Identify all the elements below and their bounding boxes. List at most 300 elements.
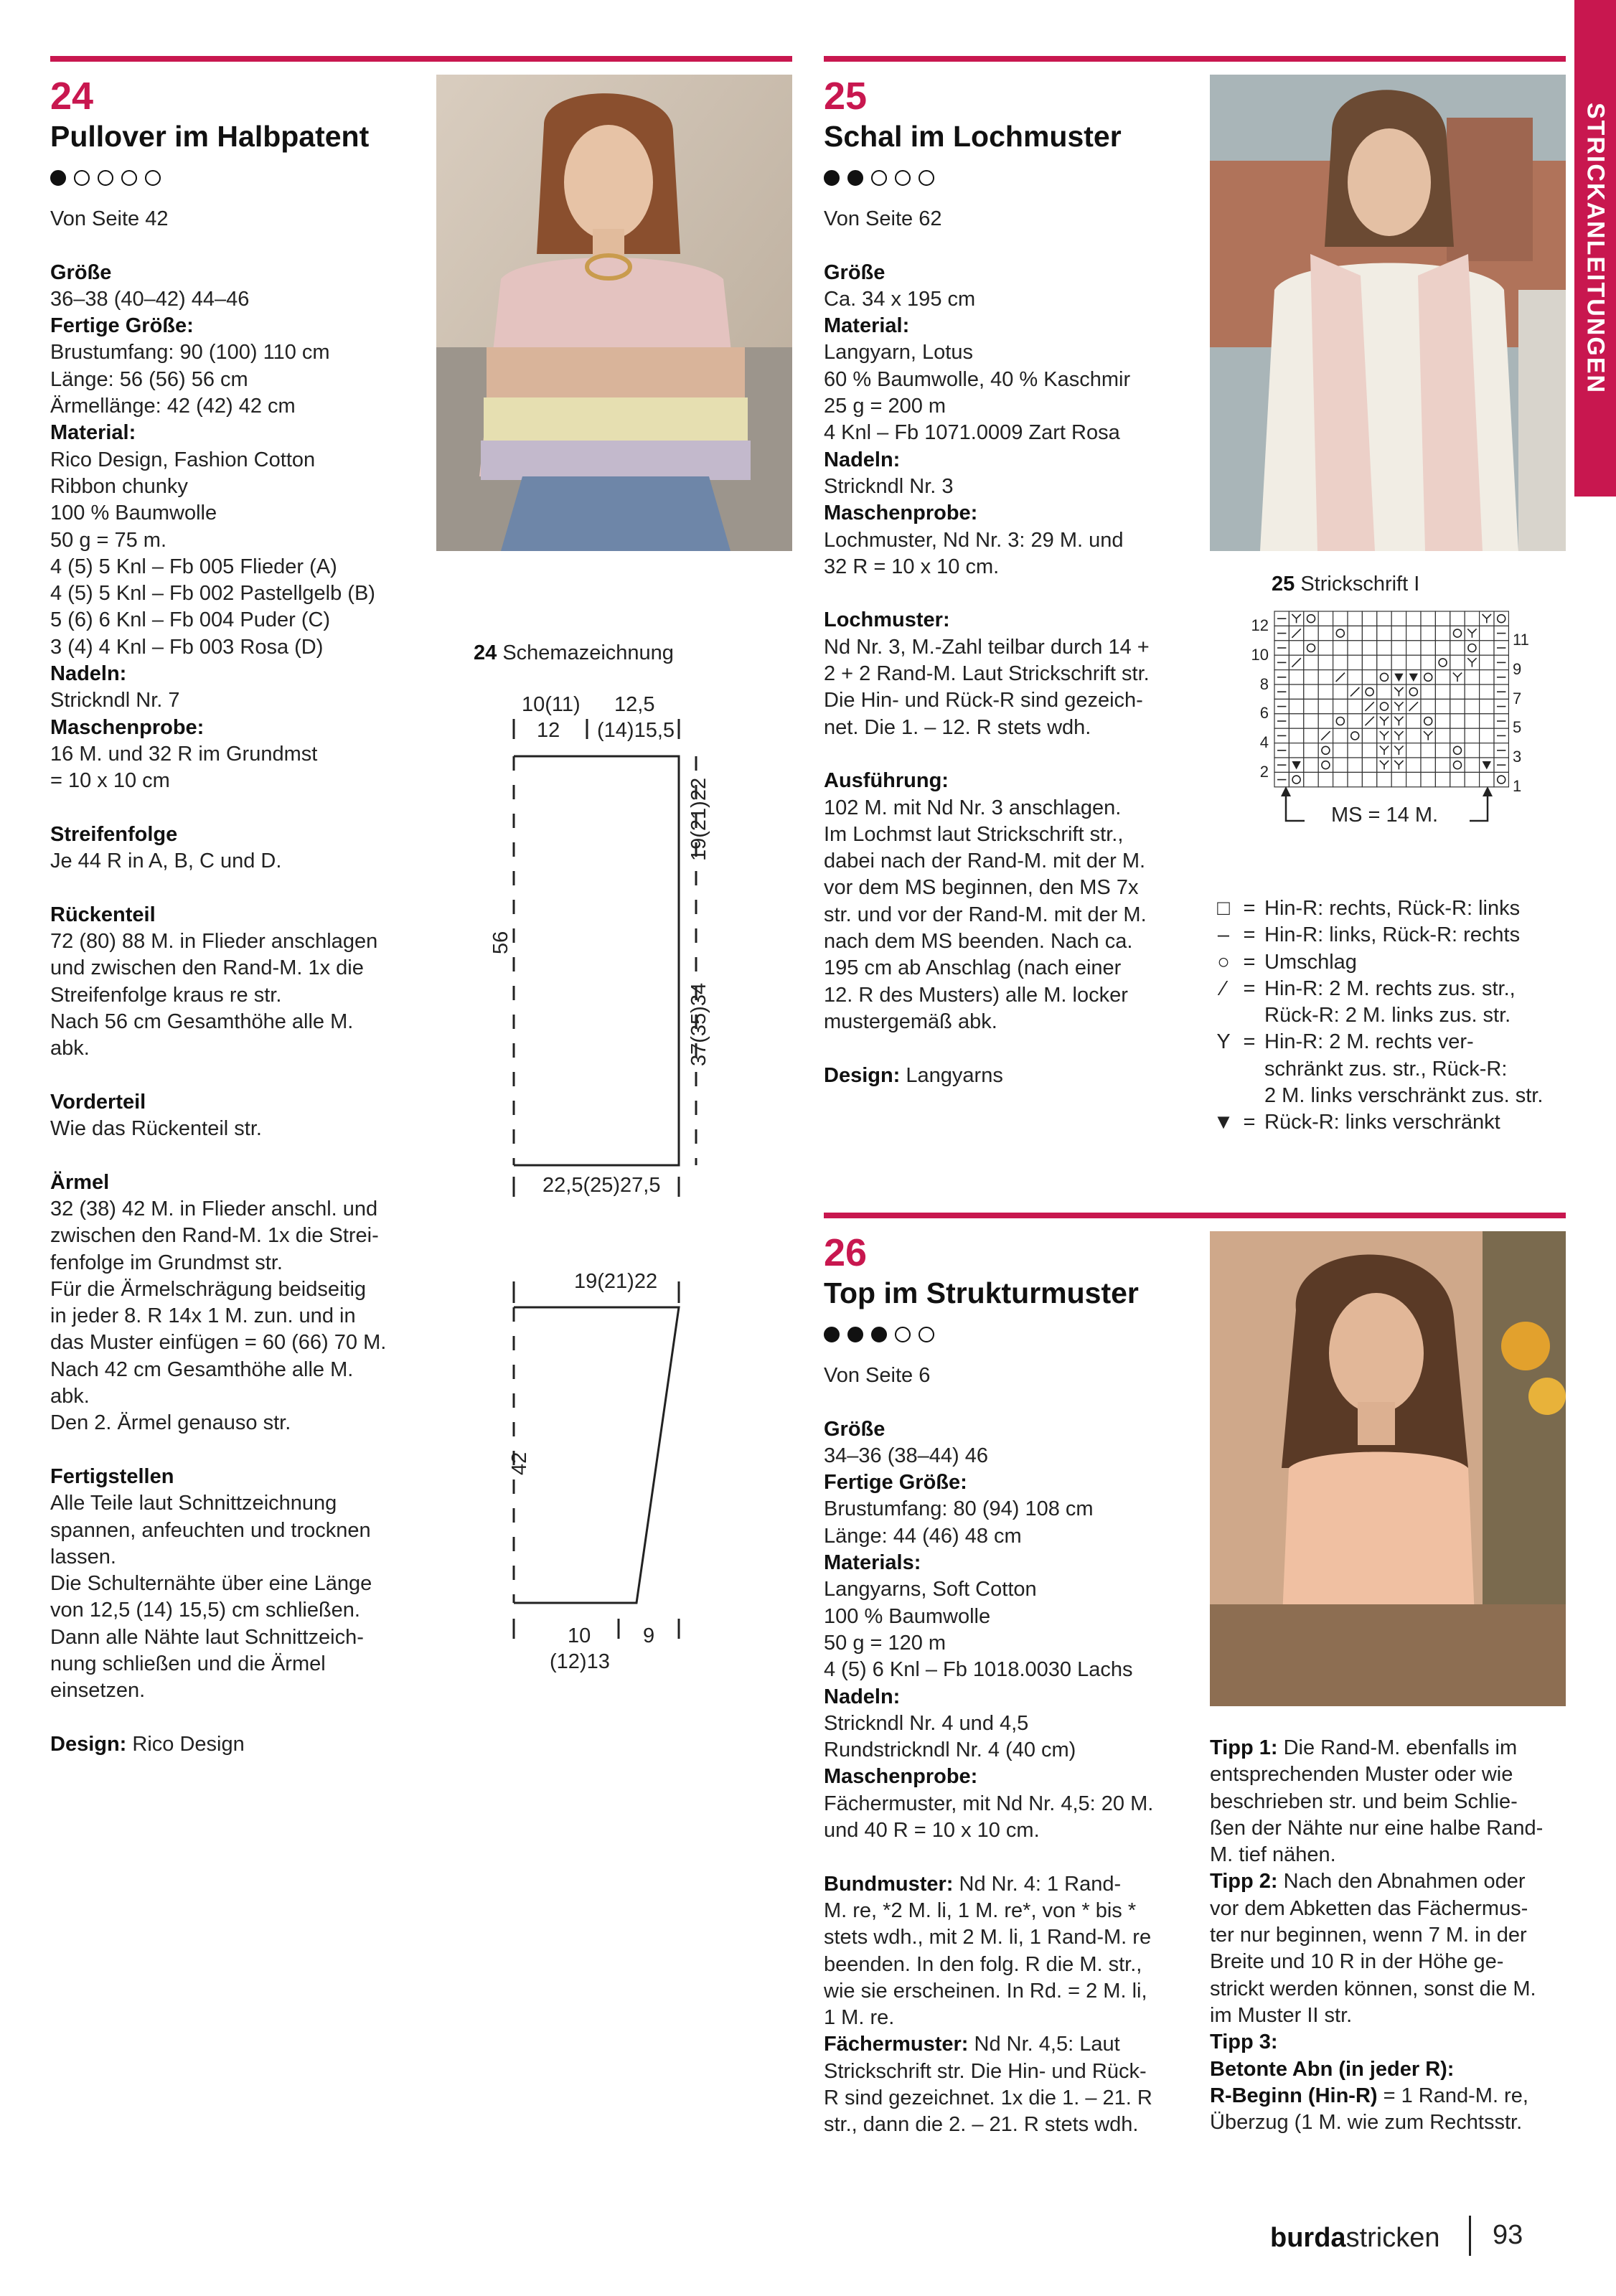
chart-cell (1465, 670, 1479, 684)
text-line: 4 (5) 5 Knl – Fb 005 Flieder (A) (50, 555, 337, 578)
chart-cell (1348, 714, 1362, 728)
chart-cell (1318, 626, 1333, 640)
legend-symbol-icon: ○ (1217, 950, 1230, 974)
chart-cell (1318, 714, 1333, 728)
chart-cell (1348, 641, 1362, 655)
text-line: strickt werden können, sonst die M. (1210, 1977, 1536, 2000)
empty-dot-icon (121, 170, 137, 186)
heading: R-Beginn (Hin-R) (1210, 2084, 1378, 2107)
text-line: mustergemäß abk. (824, 1010, 997, 1033)
text-line: Strickndl Nr. 7 (50, 689, 180, 712)
text-line: 2 + 2 Rand-M. Laut Strickschrift str. (824, 662, 1150, 686)
legend-symbol-icon: ⁄ (1221, 977, 1226, 1000)
text-line: Langyarns, Soft Cotton (824, 1578, 1037, 1601)
chart-cell (1465, 743, 1479, 758)
dim-label: (12)13 (550, 1650, 610, 1673)
section-tab (1574, 0, 1616, 497)
legend-item (1213, 895, 1543, 922)
legend-symbol-icon: □ (1217, 897, 1230, 920)
pattern-25-text (824, 206, 1197, 1089)
row-label: 2 (1259, 762, 1269, 781)
heading: Materials: (824, 1551, 921, 1575)
filled-dot-icon (824, 170, 840, 186)
size: Ca. 34 x 195 cm (824, 287, 976, 311)
legend-item (1213, 976, 1543, 1030)
text-line: vor dem MS beginnen, den MS 7x (824, 876, 1139, 900)
text-line: Breite und 10 R in der Höhe ge- (1210, 1950, 1504, 1974)
row-label: 5 (1513, 718, 1522, 737)
chart-cell (1480, 655, 1494, 669)
heading: Betonte Abn (in jeder R): (1210, 2057, 1455, 2081)
chart-cell (1377, 655, 1391, 669)
chart-cell (1318, 641, 1333, 655)
legend-text: Hin-R: 2 M. rechts zus. str., Rück-R: 2 M. links zus. str. (1264, 977, 1516, 1027)
top-photo (1210, 1231, 1566, 1706)
text-line: M. re, *2 M. li, 1 M. re*, von * bis * (824, 1899, 1137, 1922)
legend-item (1213, 922, 1543, 949)
text-line: Alle Teile laut Schnittzeichnung (50, 1492, 337, 1515)
dim-label: (14)15,5 (597, 719, 675, 742)
filled-dot-icon (824, 1327, 840, 1342)
text-line: Nach 56 cm Gesamthöhe alle M. (50, 1010, 354, 1033)
empty-dot-icon (871, 170, 887, 186)
section-rule-25 (824, 56, 1566, 62)
dim-label: 19(21)22 (687, 777, 710, 861)
chart-cell (1318, 772, 1333, 786)
size: 36–38 (40–42) 44–46 (50, 287, 250, 311)
dim-label: 12 (537, 719, 560, 742)
chart-cell (1377, 772, 1391, 786)
chart-cell (1289, 684, 1303, 699)
chart-cell (1318, 670, 1333, 684)
filled-dot-icon (847, 1327, 863, 1342)
text-line: wie sie erscheinen. In Rd. = 2 M. li, (824, 1979, 1147, 2003)
chart-row-labels-right (1513, 626, 1534, 801)
chart-cell (1435, 743, 1450, 758)
chart-cell (1289, 728, 1303, 743)
section-rule-24 (50, 56, 792, 62)
heading: Nadeln: (824, 1685, 901, 1708)
pattern-number: 26 (824, 1231, 868, 1274)
chart-cell (1333, 641, 1348, 655)
dim-label: 10(11) (522, 693, 581, 716)
heading: Tipp 1: (1210, 1736, 1278, 1759)
text-line: beenden. In den folg. R die M. str., (824, 1952, 1142, 1976)
text-line: Streifenfolge kraus re str. (50, 983, 282, 1007)
chart-cell (1348, 743, 1362, 758)
chart-cell (1450, 758, 1465, 772)
chart-cell (1421, 670, 1435, 684)
chart-cell (1406, 743, 1421, 758)
scarf-photo (1210, 75, 1566, 551)
empty-dot-icon (895, 1327, 911, 1342)
text-line: 102 M. mit Nd Nr. 3 anschlagen. (824, 796, 1122, 819)
heading: Größe (50, 260, 112, 284)
text-line: zwischen den Rand-M. 1x die Strei- (50, 1224, 379, 1248)
chart-cell (1362, 728, 1376, 743)
text-line: nung schließen und die Ärmel (50, 1652, 326, 1676)
chart-cell (1465, 728, 1479, 743)
text-line: Den 2. Ärmel genauso str. (50, 1411, 291, 1435)
chart-cell (1435, 626, 1450, 640)
row-label: 1 (1513, 776, 1522, 795)
dim-label: 37(35)34 (687, 982, 710, 1066)
chart-cell (1362, 758, 1376, 772)
chart-cell (1333, 626, 1348, 640)
heading: Maschenprobe: (50, 715, 205, 739)
heading: Ausführung: (824, 769, 949, 793)
chart-cell (1391, 772, 1406, 786)
chart-cell (1480, 626, 1494, 640)
chart-cell (1333, 758, 1348, 772)
empty-dot-icon (74, 170, 90, 186)
chart-cell (1377, 611, 1391, 626)
equals-sign: = (1243, 923, 1256, 947)
section-rule-26 (824, 1213, 1566, 1218)
pattern-title: Top im Strukturmuster (824, 1276, 1139, 1309)
chart-cell (1480, 714, 1494, 728)
text-line: Wie das Rückenteil str. (50, 1117, 262, 1141)
chart-cell (1348, 626, 1362, 640)
chart-cell (1406, 641, 1421, 655)
chart-cell (1391, 611, 1406, 626)
pattern-number: 25 (824, 75, 868, 118)
heading: Maschenprobe: (824, 502, 978, 525)
text-line: Rico Design, Fashion Cotton (50, 448, 316, 471)
chart-cell (1435, 684, 1450, 699)
text-line: Strickndl Nr. 3 (824, 474, 954, 498)
chart-cell (1377, 684, 1391, 699)
design-label: Design: (824, 1063, 901, 1087)
text-line: 25 g = 200 m (824, 395, 946, 418)
chart-cell (1406, 728, 1421, 743)
text-line: das Muster einfügen = 60 (66) 70 M. (50, 1331, 387, 1355)
text-line: Dann alle Nähte laut Schnittzeich- (50, 1625, 364, 1649)
chart-cell (1304, 611, 1318, 626)
chart-cell (1348, 655, 1362, 669)
chart-cell (1318, 743, 1333, 758)
text-line: vor dem Abketten das Fächermus- (1210, 1896, 1528, 1920)
chart-caption-text: Strickschrift I (1300, 573, 1420, 596)
chart-cell (1304, 670, 1318, 684)
text-line: abk. (50, 1385, 90, 1408)
text-line: und 40 R = 10 x 10 cm. (824, 1819, 1040, 1843)
text-line: = 1 Rand-M. re, (1377, 2084, 1528, 2107)
text-line: str., dann die 2. – 21. R stets wdh. (824, 2113, 1139, 2137)
chart-cell (1289, 670, 1303, 684)
text-line: 3 (4) 4 Knl – Fb 003 Rosa (D) (50, 635, 324, 659)
chart-cell (1435, 670, 1450, 684)
chart-cell (1435, 728, 1450, 743)
heading: Rückenteil (50, 903, 156, 926)
design-label: Design: (50, 1732, 127, 1756)
empty-dot-icon (895, 170, 911, 186)
text-line: Brustumfang: 80 (94) 108 cm (824, 1497, 1094, 1521)
chart-cell (1450, 714, 1465, 728)
chart-cell (1333, 611, 1348, 626)
chart-cell (1318, 684, 1333, 699)
chart-cell (1406, 714, 1421, 728)
chart-cell (1435, 772, 1450, 786)
text-line: Langyarn, Lotus (824, 341, 973, 364)
sweater-photo (436, 75, 792, 551)
chart-cell (1333, 699, 1348, 713)
text-line: in jeder 8. R 14x 1 M. zun. und in (50, 1304, 356, 1328)
knitting-chart (1241, 607, 1528, 837)
section-tab-label: STRICKANLEITUNGEN (1582, 102, 1610, 395)
pattern-26-text (824, 1363, 1197, 2139)
chart-cell (1304, 772, 1318, 786)
text-line: Nd Nr. 4,5: Laut (968, 2033, 1120, 2056)
chart-cell (1435, 611, 1450, 626)
chart-cell (1377, 699, 1391, 713)
text-line: Länge: 56 (56) 56 cm (50, 367, 248, 391)
chart-cell (1333, 743, 1348, 758)
heading: Tipp 2: (1210, 1870, 1278, 1893)
chart-cell (1304, 626, 1318, 640)
text-line: fenfolge im Grundmst str. (50, 1251, 283, 1274)
difficulty-rating (50, 170, 161, 186)
chart-cell (1421, 714, 1435, 728)
dim-label: 19(21)22 (574, 1270, 658, 1293)
text-line: 5 (6) 6 Knl – Fb 004 Puder (C) (50, 608, 331, 632)
chart-cell (1391, 641, 1406, 655)
heading: Größe (824, 260, 885, 284)
chart-cell (1318, 611, 1333, 626)
legend-item (1213, 1109, 1543, 1136)
brand-light: stricken (1345, 2223, 1440, 2253)
pattern-title: Schal im Lochmuster (824, 120, 1122, 153)
heading: Größe (824, 1417, 885, 1441)
equals-sign: = (1243, 977, 1256, 1000)
chart-cell (1333, 728, 1348, 743)
heading: Ärmel (50, 1170, 110, 1194)
chart-cell (1289, 641, 1303, 655)
page-number: 93 (1493, 2220, 1523, 2250)
text-line: 1 M. re. (824, 2006, 895, 2030)
from-page: Von Seite 62 (824, 207, 942, 230)
chart-cell (1406, 626, 1421, 640)
dim-label: 9 (643, 1624, 655, 1647)
chart-cell (1289, 743, 1303, 758)
chart-cell (1450, 684, 1465, 699)
row-label: 6 (1259, 704, 1269, 723)
chart-cell (1333, 772, 1348, 786)
legend-symbol-icon: Y (1216, 1030, 1231, 1054)
dim-label: 42 (508, 1452, 531, 1475)
schema-caption (474, 643, 674, 664)
chart-cell (1362, 684, 1376, 699)
dim-label: 22,5(25)27,5 (542, 1174, 661, 1197)
chart-cell (1377, 670, 1391, 684)
empty-dot-icon (98, 170, 113, 186)
legend-symbol-icon: ▼ (1213, 1111, 1234, 1134)
chart-cell (1465, 772, 1479, 786)
chart-cell (1480, 772, 1494, 786)
text-line: Ärmellänge: 42 (42) 42 cm (50, 395, 296, 418)
chart-cell (1406, 655, 1421, 669)
chart-cell (1480, 699, 1494, 713)
chart-cell (1494, 772, 1508, 786)
filled-dot-icon (50, 170, 66, 186)
chart-cell (1391, 626, 1406, 640)
chart-cell (1362, 611, 1376, 626)
heading: Vorderteil (50, 1090, 146, 1114)
heading: Streifenfolge (50, 822, 178, 846)
text-line: dabei nach der Rand-M. mit der M. (824, 850, 1146, 873)
heading: Nadeln: (50, 662, 127, 686)
chart-cell (1465, 699, 1479, 713)
designer: Langyarns (906, 1063, 1003, 1087)
chart-cell (1465, 611, 1479, 626)
chart-cell (1450, 626, 1465, 640)
row-label: 12 (1251, 616, 1269, 634)
text-line: ßen der Nähte nur eine halbe Rand- (1210, 1816, 1544, 1840)
text-line: Im Lochmst laut Strickschrift str., (824, 822, 1124, 846)
dim-label: 12,5 (614, 693, 655, 716)
chart-cell (1348, 670, 1362, 684)
chart-cell (1318, 699, 1333, 713)
chart-cell (1480, 684, 1494, 699)
chart-cell (1435, 714, 1450, 728)
dim-label: 56 (489, 931, 512, 954)
chart-cell (1480, 743, 1494, 758)
chart-cell (1304, 743, 1318, 758)
chart-cell (1391, 655, 1406, 669)
text-line: Die Rand-M. ebenfalls im (1277, 1736, 1518, 1759)
text-line: abk. (50, 1037, 90, 1060)
chart-cell (1333, 684, 1348, 699)
text-line: 50 g = 120 m (824, 1631, 946, 1655)
chart-cell (1421, 699, 1435, 713)
empty-dot-icon (919, 170, 934, 186)
heading: Fächermuster: (824, 2033, 969, 2056)
text-line: im Muster II str. (1210, 2003, 1353, 2027)
chart-cell (1304, 684, 1318, 699)
chart-cell (1480, 728, 1494, 743)
schema-caption-text: Schemazeichnung (502, 641, 674, 664)
text-line: 50 g = 75 m. (50, 528, 167, 552)
heading: Bundmuster: (824, 1872, 954, 1896)
text-line: von 12,5 (14) 15,5) cm schließen. (50, 1599, 360, 1622)
difficulty-rating (824, 1327, 934, 1342)
text-line: 100 % Baumwolle (50, 502, 217, 525)
heading: Lochmuster: (824, 608, 950, 632)
chart-cell (1304, 655, 1318, 669)
text-line: stets wdh., mit 2 M. li, 1 Rand-M. re (824, 1926, 1152, 1949)
text-line: Die Schulternähte über eine Länge (50, 1572, 372, 1596)
legend-text: Umschlag (1264, 950, 1357, 974)
equals-sign: = (1243, 1030, 1256, 1054)
heading: Tipp 3: (1210, 2031, 1278, 2054)
empty-dot-icon (145, 170, 161, 186)
legend-text: Rück-R: links verschränkt (1264, 1111, 1500, 1134)
row-label: 8 (1259, 674, 1269, 693)
text-line: Strickschrift str. Die Hin- und Rück- (824, 2059, 1147, 2083)
text-line: 4 (5) 5 Knl – Fb 002 Pastellgelb (B) (50, 582, 375, 606)
text-line: 4 (5) 6 Knl – Fb 1018.0030 Lachs (824, 1658, 1133, 1682)
text-line: net. Die 1. – 12. R stets wdh. (824, 715, 1091, 739)
chart-cell (1450, 772, 1465, 786)
chart-cell (1304, 758, 1318, 772)
schema-number: 24 (474, 641, 497, 664)
chart-cell (1465, 714, 1479, 728)
chart-cell (1304, 699, 1318, 713)
chart-cell (1333, 655, 1348, 669)
from-page: Von Seite 6 (824, 1364, 931, 1387)
chart-cell (1348, 699, 1362, 713)
chart-grid (1274, 611, 1508, 787)
chart-cell (1289, 772, 1303, 786)
chart-cell (1421, 655, 1435, 669)
chart-cell (1362, 743, 1376, 758)
text-line: R sind gezeichnet. 1x die 1. – 21. R (824, 2086, 1152, 2110)
text-line: 195 cm ab Anschlag (nach einer (824, 956, 1122, 980)
legend-item (1213, 1029, 1543, 1109)
chart-cell (1421, 772, 1435, 786)
chart-cell (1406, 611, 1421, 626)
chart-legend (1213, 895, 1543, 1137)
magazine-brand (1270, 2223, 1439, 2254)
legend-text: Hin-R: links, Rück-R: rechts (1264, 923, 1521, 947)
chart-caption (1272, 574, 1419, 595)
pattern-title: Pullover im Halbpatent (50, 120, 370, 153)
chart-cell (1362, 772, 1376, 786)
chart-cell (1348, 758, 1362, 772)
text-line: 32 R = 10 x 10 cm. (824, 555, 1000, 578)
footer-divider (1469, 2216, 1471, 2256)
text-line: Rundstrickndl Nr. 4 (40 cm) (824, 1739, 1076, 1762)
text-line: spannen, anfeuchten und trocknen (50, 1518, 371, 1542)
text-line: lassen. (50, 1545, 116, 1568)
row-label: 11 (1513, 631, 1529, 649)
text-line: Für die Ärmelschrägung beidseitig (50, 1277, 367, 1301)
chart-cell (1450, 728, 1465, 743)
row-label: 3 (1513, 748, 1522, 766)
chart-cell (1348, 728, 1362, 743)
chart-cell (1406, 684, 1421, 699)
text-line: nach dem MS beenden. Nach ca. (824, 930, 1133, 954)
legend-symbol-icon: – (1217, 923, 1230, 947)
heading: Fertige Größe: (50, 314, 194, 338)
text-line: 12. R des Musters) alle M. locker (824, 983, 1128, 1007)
text-line: 4 Knl – Fb 1071.0009 Zart Rosa (824, 421, 1120, 445)
chart-cell (1377, 626, 1391, 640)
from-page: Von Seite 42 (50, 207, 169, 230)
chart-cell (1421, 611, 1435, 626)
brand-bold: burda (1270, 2223, 1346, 2253)
chart-cell (1304, 641, 1318, 655)
text-line: beschrieben str. und beim Schlie- (1210, 1789, 1518, 1813)
chart-cell (1435, 758, 1450, 772)
text-line: und zwischen den Rand-M. 1x die (50, 956, 364, 980)
chart-repeat-label: MS = 14 M. (1331, 804, 1439, 827)
chart-cell (1465, 684, 1479, 699)
chart-cell (1421, 758, 1435, 772)
chart-cell (1304, 728, 1318, 743)
chart-cell (1318, 758, 1333, 772)
empty-dot-icon (919, 1327, 934, 1342)
size: 34–36 (38–44) 46 (824, 1444, 988, 1467)
heading: Maschenprobe: (824, 1765, 978, 1789)
chart-cell (1421, 743, 1435, 758)
pattern-26-tips (1210, 1735, 1569, 2136)
chart-cell (1450, 655, 1465, 669)
chart-cell (1480, 641, 1494, 655)
chart-cell (1362, 626, 1376, 640)
dim-label: 10 (568, 1624, 591, 1647)
text-line: Nd Nr. 4: 1 Rand- (953, 1872, 1122, 1896)
